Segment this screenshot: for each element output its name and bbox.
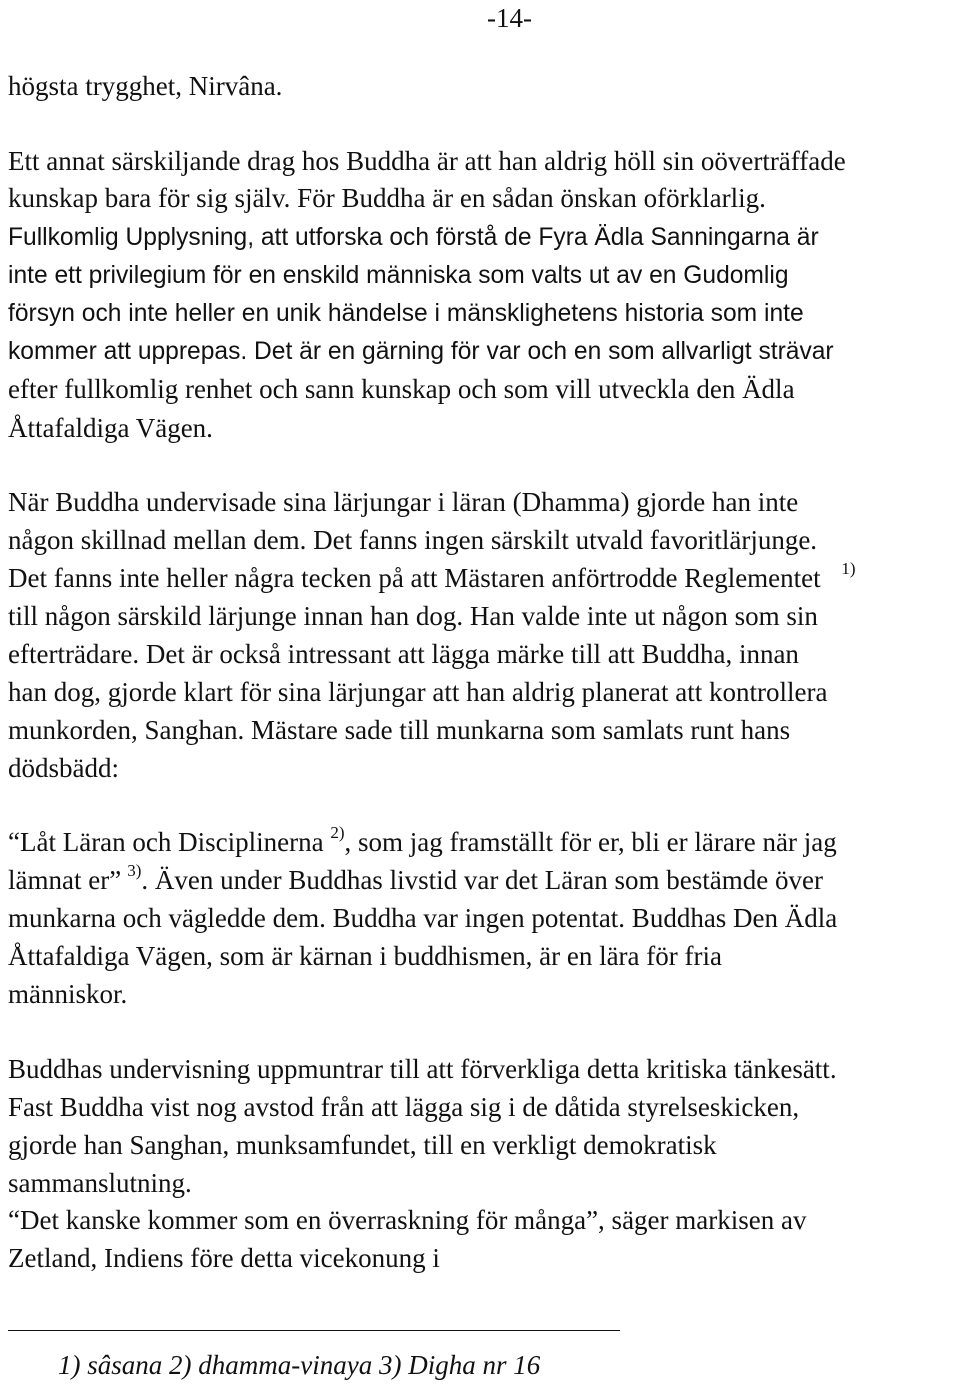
text-line <box>8 560 856 596</box>
text-line: Ett annat särskiljande drag hos Buddha är att han aldrig höll sin oöverträffade <box>8 146 846 176</box>
text-line: dödsbädd: <box>8 753 119 783</box>
text-line: När Buddha undervisade sina lärjungar i läran (Dhamma) gjorde han inte <box>8 487 799 517</box>
text-line: Fast Buddha vist nog avstod från att lägga sig i de dåtida styrelseskicken, <box>8 1092 800 1122</box>
text-line: inte ett privilegium för en enskild människa som valts ut av en Gudomlig <box>8 262 789 289</box>
text-line: Zetland, Indiens före detta vicekonung i <box>8 1243 440 1273</box>
text-segment: , som jag framställt för er, bli er lärare när jag <box>344 827 837 857</box>
text-line: människor. <box>8 979 128 1009</box>
page-number: -14- <box>487 3 532 33</box>
text-line: Åttafaldiga Vägen. <box>8 413 213 443</box>
text-line: kunskap bara för sig själv. För Buddha är en sådan önskan oförklarlig. <box>8 183 766 213</box>
footnote-marker: 3) <box>127 861 142 880</box>
text-line: till någon särskild lärjunge innan han dog. Han valde inte ut någon som sin <box>8 601 818 631</box>
text-segment: . Även under Buddhas livstid var det Läran som bestämde över <box>141 865 823 895</box>
text-segment: “Låt Läran och Disciplinerna <box>8 827 331 857</box>
text-line: han dog, gjorde klart för sina lärjungar att han aldrig planerat att kontrollera <box>8 677 828 707</box>
text-segment: lämnat er” <box>8 865 122 895</box>
text-line: Buddhas undervisning uppmuntrar till att förverkliga detta kritiska tänkesätt. <box>8 1054 837 1084</box>
text-line: munkarna och vägledde dem. Buddha var ingen potentat. Buddhas Den Ädla <box>8 903 838 933</box>
text-segment: Det fanns inte heller några tecken på att Mästaren anförtrodde Reglementet <box>8 563 821 593</box>
text-line: högsta trygghet, Nirvâna. <box>8 71 283 101</box>
text-line: efterträdare. Det är också intressant att lägga märke till att Buddha, innan <box>8 639 799 669</box>
footnote: 1) sâsana 2) dhamma-vinaya 3) Digha nr 16 <box>58 1350 541 1380</box>
text-line: någon skillnad mellan dem. Det fanns ingen särskilt utvald favoritlärjunge. <box>8 525 818 555</box>
text-line: efter fullkomlig renhet och sann kunskap och som vill utveckla den Ädla <box>8 374 795 404</box>
text-line: kommer att upprepas. Det är en gärning för var och en som allvarligt strävar <box>8 338 834 365</box>
footnote-divider <box>8 1330 620 1331</box>
text-line: försyn och inte heller en unik händelse i mänsklighetens historia som inte <box>8 300 804 327</box>
quote-line <box>8 824 837 860</box>
text-line: munkorden, Sanghan. Mästare sade till munkarna som samlats runt hans <box>8 715 791 745</box>
text-line: sammanslutning. <box>8 1168 192 1198</box>
text-line: “Det kanske kommer som en överraskning för många”, säger markisen av <box>8 1205 807 1235</box>
footnote-marker: 1) <box>841 559 856 578</box>
footnote-marker: 2) <box>330 823 345 842</box>
text-line: Fullkomlig Upplysning, att utforska och förstå de Fyra Ädla Sanningarna är <box>8 224 819 251</box>
text-line: gjorde han Sanghan, munksamfundet, till en verkligt demokratisk <box>8 1130 717 1160</box>
quote-line <box>8 862 823 898</box>
text-line: Åttafaldiga Vägen, som är kärnan i buddhismen, är en lära för fria <box>8 941 722 971</box>
